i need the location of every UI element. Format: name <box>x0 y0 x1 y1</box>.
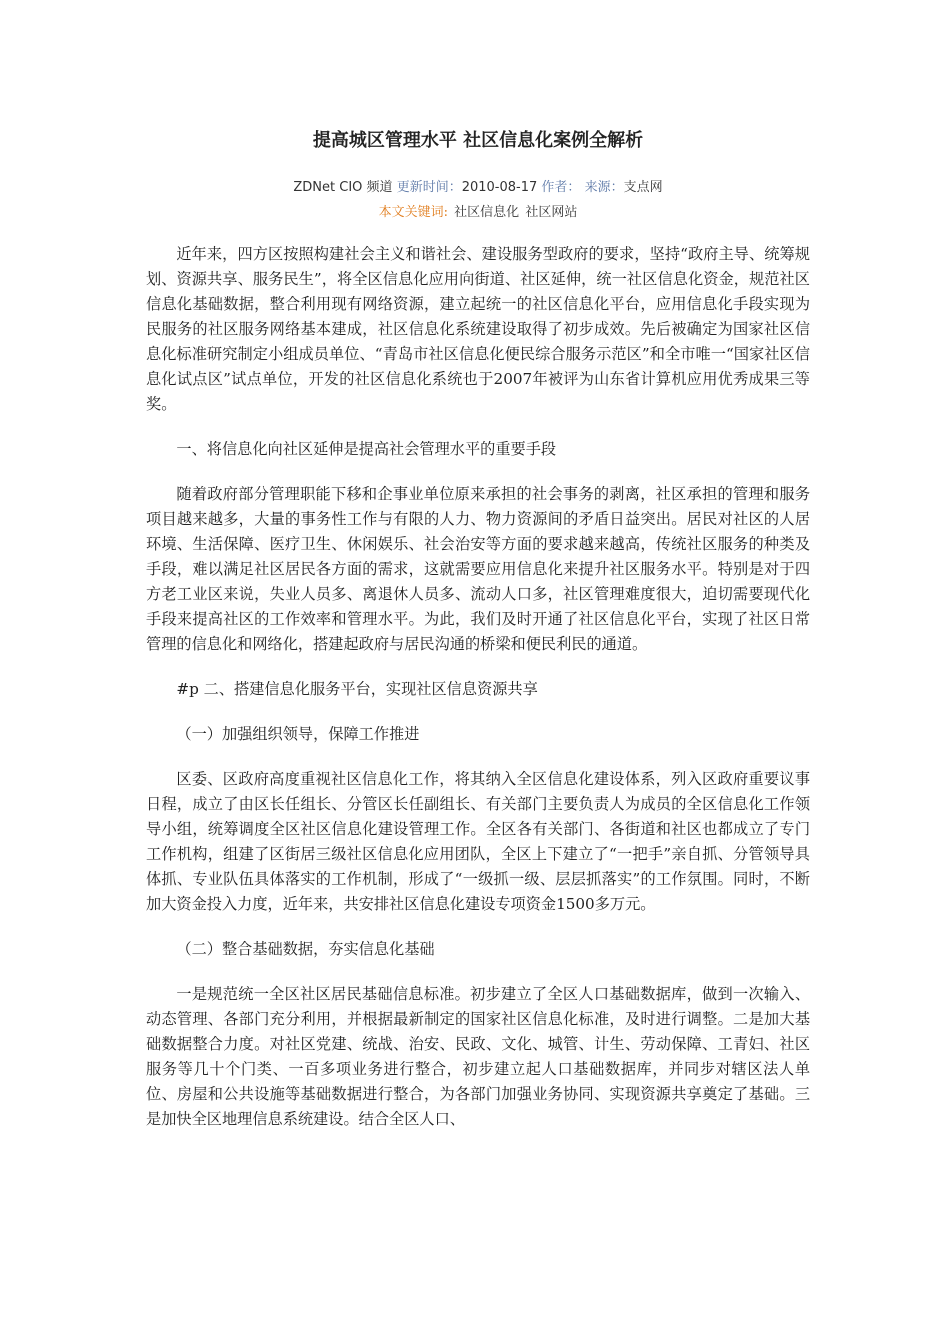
source-value: 支点网 <box>623 180 663 195</box>
paragraph-intro: 近年来，四方区按照构建社会主义和谐社会、建设服务型政府的要求，坚持“政府主导、统筹规划、资源共享、服务民生”，将全区信息化应用向街道、社区延伸，统一社区信息化资金，规范社区信息化基础数据，整合利用现有网络资源，建立起统一的社区信息化平台，应用信息化手段实现为民服务的社区服务网络基本建成，社区信息化系统建设取得了初步成效。先后被确定为国家社区信息化标准研究制定小组成员单位、“青岛市社区信息化便民综合服务示范区”和全市唯一“国家社区信息化试点区”试点单位，开发的社区信息化系统也于2007年被评为山东省计算机应用优秀成果三等奖。 <box>146 245 810 413</box>
paragraph-subsection-1: 区委、区政府高度重视社区信息化工作，将其纳入全区信息化建设体系，列入区政府重要议事日程，成立了由区长任组长、分管区长任副组长、有关部门主要负责人为成员的全区信息化工作领导小组，统筹调度全区社区信息化建设管理工作。全区各有关部门、各街道和社区也都成立了专门工作机构，组建了区街居三级社区信息化应用团队，全区上下建立了“一把手”亲自抓、分管领导具体抓、专业队伍具体落实的工作机制，形成了“一级抓一级、层层抓落实”的工作氛围。同时，不断加大资金投入力度，近年来，共安排社区信息化建设专项资金1500多万元。 <box>146 770 810 913</box>
article-meta <box>146 176 810 195</box>
article-title: 提高城区管理水平 社区信息化案例全解析 <box>312 130 644 151</box>
section-heading-2: #p 二、搭建信息化服务平台，实现社区信息资源共享 <box>176 680 538 698</box>
section-heading-1: 一、将信息化向社区延伸是提高社会管理水平的重要手段 <box>176 440 557 458</box>
paragraph-section-1: 随着政府部分管理职能下移和企事业单位原来承担的社会事务的剥离，社区承担的管理和服务项目越来越多，大量的事务性工作与有限的人力、物力资源间的矛盾日益突出。居民对社区的人居环境、生活保障、医疗卫生、休闲娱乐、社会治安等方面的要求越来越高，传统社区服务的种类及手段，难以满足社区居民各方面的需求，这就需要应用信息化来提升社区服务水平。特别是对于四方老工业区来说，失业人员多、离退休人员多、流动人口多，社区管理难度很大，迫切需要现代化手段来提高社区的工作效率和管理水平。为此，我们及时开通了社区信息化平台，实现了社区日常管理的信息化和网络化，搭建起政府与居民沟通的桥梁和便民利民的通道。 <box>146 485 810 653</box>
subsection-heading-1: （一）加强组织领导，保障工作推进 <box>176 725 420 743</box>
paragraph-subsection-2: 一是规范统一全区社区居民基础信息标准。初步建立了全区人口基础数据库，做到一次输入、动态管理、各部门充分利用，并根据最新制定的国家社区信息化标准，及时进行调整。二是加大基础数据整合力度。对社区党建、统战、治安、民政、文化、城管、计生、劳动保障、工青妇、社区服务等几十个门类、一百多项业务进行整合，初步建立起人口基础数据库，并同步对辖区法人单位、房屋和公共设施等基础数据进行整合，为各部门加强业务协同、实现资源共享奠定了基础。三是加快全区地理信息系统建设。结合全区人口、 <box>146 985 810 1128</box>
update-time-label: 更新时间： <box>396 180 462 195</box>
update-time: 2010-08-17 <box>461 180 538 195</box>
article-body <box>146 242 810 1152</box>
keywords-label: 本文关键词: <box>378 205 449 220</box>
article-keywords <box>146 201 810 220</box>
keyword-link[interactable]: 社区网站 <box>525 205 578 220</box>
author-label: 作者： <box>541 180 581 195</box>
source-label: 来源： <box>584 180 624 195</box>
keyword-link[interactable]: 社区信息化 <box>454 205 520 220</box>
subsection-heading-2: （二）整合基础数据，夯实信息化基础 <box>176 940 435 958</box>
channel-label: ZDNet CIO 频道 <box>293 180 393 195</box>
